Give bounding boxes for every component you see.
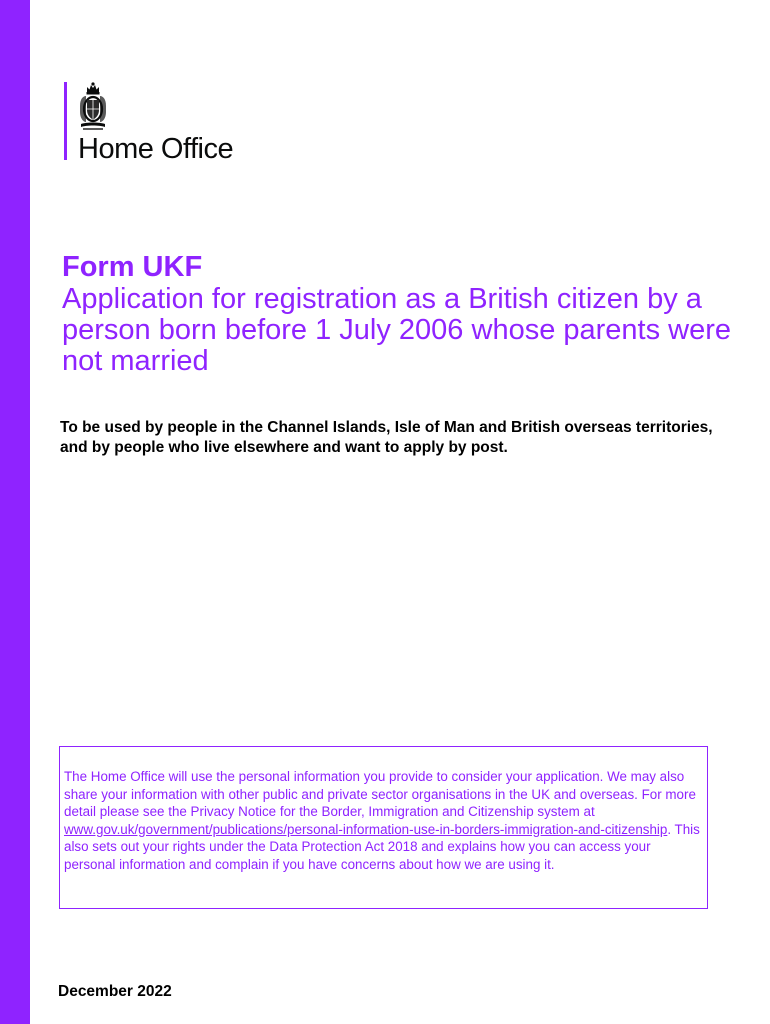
form-subtitle: Application for registration as a British citizen by a person born before 1 July 2006 whose parents were not married [62,283,732,377]
organisation-name: Home Office [78,133,234,165]
home-office-logo [64,82,294,165]
royal-coat-of-arms-icon [78,82,108,134]
logo-divider [64,82,67,160]
privacy-notice-box [59,746,708,909]
form-title: Form UKF [62,251,203,283]
publication-date: December 2022 [58,983,172,1000]
privacy-notice-link[interactable]: www.gov.uk/government/publications/personal-information-use-in-borders-immigration-and-citizenship [64,821,668,837]
privacy-text-before-link: The Home Office will use the personal information you provide to consider your application. We may also share your information with other public and private sector organisations in the UK and overseas. For more detail please see the Privacy Notice for the Border, Immigration and Citizenship system at [64,769,696,819]
privacy-text-after-link: . This also sets out your rights under the Data Protection Act 2018 and explains how you can access your personal information and complain if you have concerns about how we are using it. [64,821,700,872]
intro-text: To be used by people in the Channel Islands, Isle of Man and British overseas territories, and by people who live elsewhere and want to apply by post. [60,419,713,456]
side-accent-bar [0,0,30,1024]
